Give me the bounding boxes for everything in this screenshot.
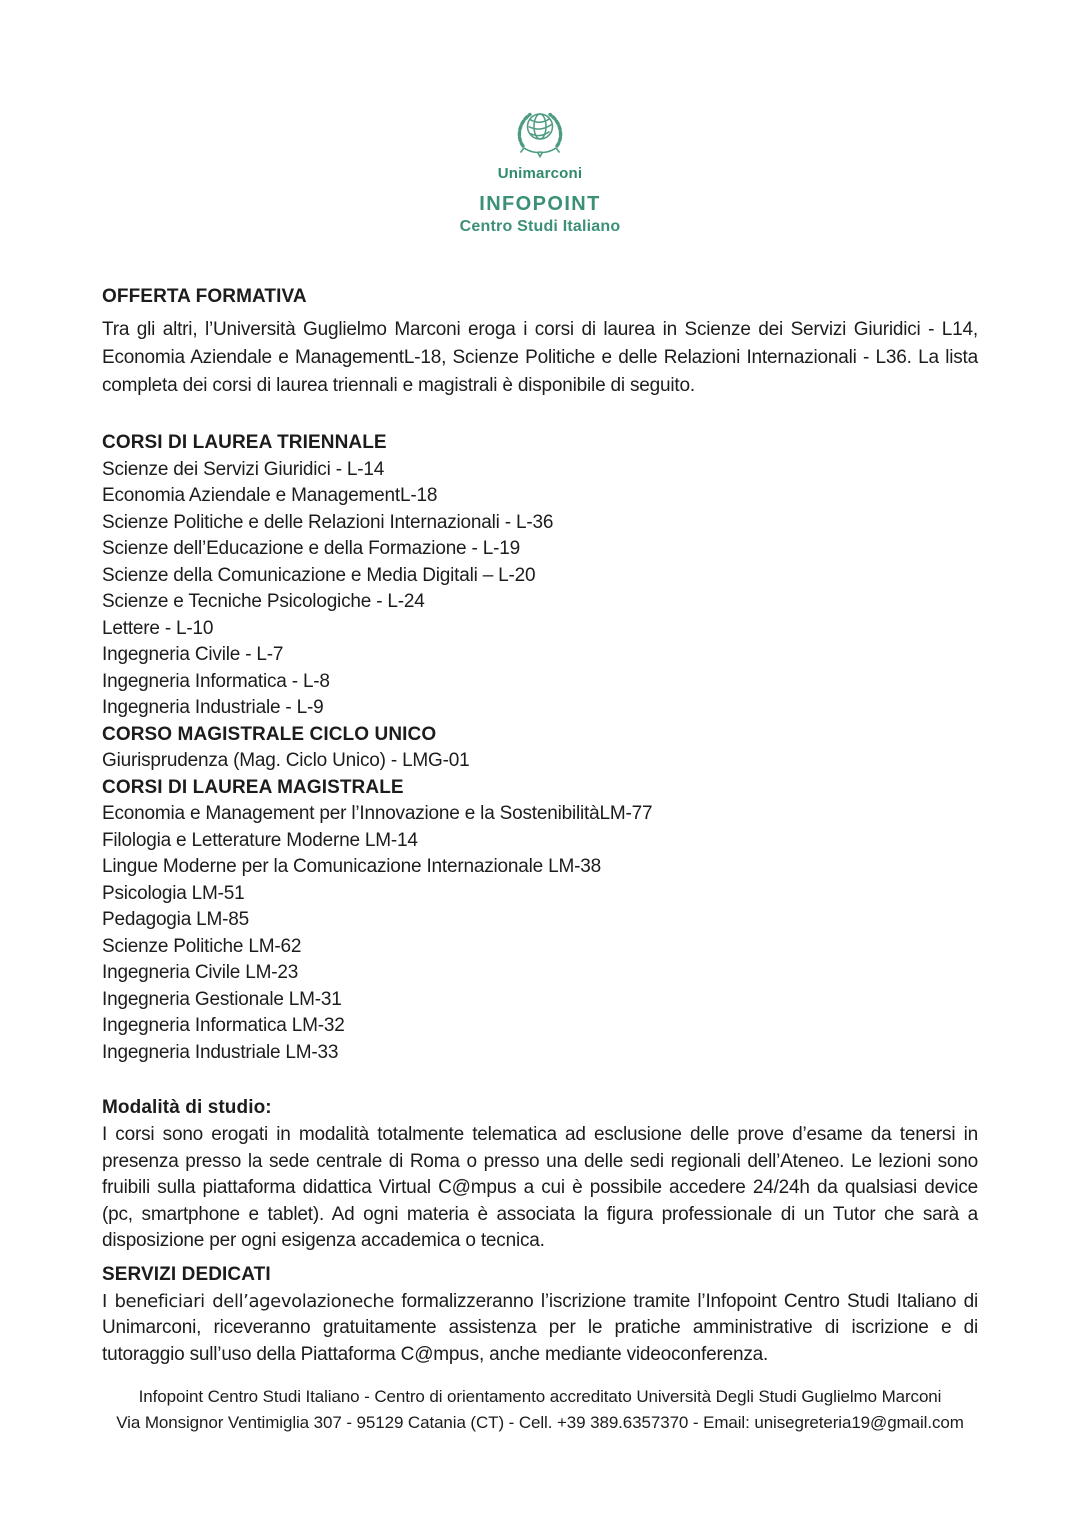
course-line: Ingegneria Informatica - L-8 (102, 670, 330, 692)
course-line: Psicologia LM-51 (102, 882, 245, 904)
course-line: Ingegneria Civile - L-7 (102, 644, 284, 665)
course-line: Ingegneria Industriale - L-9 (102, 697, 324, 718)
servizi-paragraph (102, 1289, 978, 1369)
course-line: Scienze Politiche e delle Relazioni Internazionali - L-36 (102, 511, 554, 533)
course-line: Economia Aziendale e ManagementL-18 (102, 485, 438, 506)
infopoint-title: INFOPOINT (479, 193, 601, 215)
footer-line-contacts: Via Monsignor Ventimiglia 307 - 95129 Catania (CT) - Cell. +39 389.6357370 - Email: unisegreteria19@gmail.com (116, 1412, 964, 1432)
infopoint-subtitle: Centro Studi Italiano (459, 218, 621, 235)
letterhead (0, 0, 1080, 236)
course-line: Lingue Moderne per la Comunicazione Internazionale LM-38 (102, 856, 601, 877)
section-heading-servizi-dedicati: SERVIZI DEDICATI (102, 1263, 271, 1285)
course-group-heading: CORSI DI LAUREA TRIENNALE (102, 432, 387, 453)
course-line: Filologia e Letterature Moderne LM-14 (102, 829, 418, 851)
course-line: Pedagogia LM-85 (102, 909, 249, 930)
course-line: Ingegneria Gestionale LM-31 (102, 988, 342, 1010)
course-line: Lettere - L-10 (102, 617, 214, 639)
course-line: Giurisprudenza (Mag. Ciclo Unico) - LMG-01 (102, 750, 470, 771)
document-body (102, 285, 978, 1368)
footer (0, 1384, 1080, 1435)
section-heading-offerta-formativa: OFFERTA FORMATIVA (102, 286, 307, 307)
course-line: Ingegneria Informatica LM-32 (102, 1015, 345, 1036)
course-line: Scienze dell’Educazione e della Formazione - L-19 (102, 538, 520, 559)
course-line: Economia e Management per l’Innovazione e la SostenibilitàLM-77 (102, 803, 653, 824)
section-heading-modalita-di-studio: Modalità di studio: (102, 1097, 272, 1118)
course-line: Scienze Politiche LM-62 (102, 935, 302, 957)
course-list (102, 430, 978, 1066)
course-group-heading: CORSI DI LAUREA MAGISTRALE (102, 776, 404, 798)
course-line: Ingegneria Civile LM-23 (102, 962, 299, 983)
servizi-rest-text: formalizzeranno l’iscrizione tramite l’Infopoint Centro Studi Italiano di Unimarconi, riceveranno gratuitamente assistenza per le pratiche amministrative di iscrizione e di tutoraggio sull’uso della Piattaforma C@mpus, anche mediante videoconferenza. (102, 1290, 979, 1365)
servizi-lead-text: I beneficiari dell’agevolazioneche (102, 1290, 395, 1312)
course-group-heading: CORSO MAGISTRALE CICLO UNICO (102, 723, 437, 745)
course-line: Scienze della Comunicazione e Media Digitali – L-20 (102, 564, 536, 586)
intro-paragraph: Tra gli altri, l’Università Guglielmo Marconi eroga i corsi di laurea in Scienze dei Servizi Giuridici - L14, Economia Aziendale e ManagementL-18, Scienze Politiche e delle Relazioni Internazionali - L36. La lista completa dei corsi di laurea triennali e magistrali è disponibile di seguito. (102, 319, 978, 396)
modalita-paragraph: I corsi sono erogati in modalità totalmente telematica ad esclusione delle prove d’esame da tenersi in presenza presso la sede centrale di Roma o presso una delle sedi regionali dell’Ateneo. Le lezioni sono fruibili sulla piattaforma didattica Virtual C@mpus a cui è possibile accedere 24/24h da qualsiasi device (pc, smartphone e tablet). Ad ogni materia è associata la figura professionale di un Tutor che sarà a disposizione per ogni esigenza accademica o tecnica. (102, 1124, 978, 1251)
course-line: Scienze e Tecniche Psicologiche - L-24 (102, 591, 425, 612)
footer-line-accreditation: Infopoint Centro Studi Italiano - Centro di orientamento accreditato Università Degli Studi Guglielmo Marconi (138, 1387, 942, 1406)
unimarconi-emblem-icon (510, 110, 570, 160)
course-line: Scienze dei Servizi Giuridici - L-14 (102, 458, 385, 480)
logo-brand-text: Unimarconi (497, 165, 583, 182)
course-line: Ingegneria Industriale LM-33 (102, 1041, 339, 1063)
